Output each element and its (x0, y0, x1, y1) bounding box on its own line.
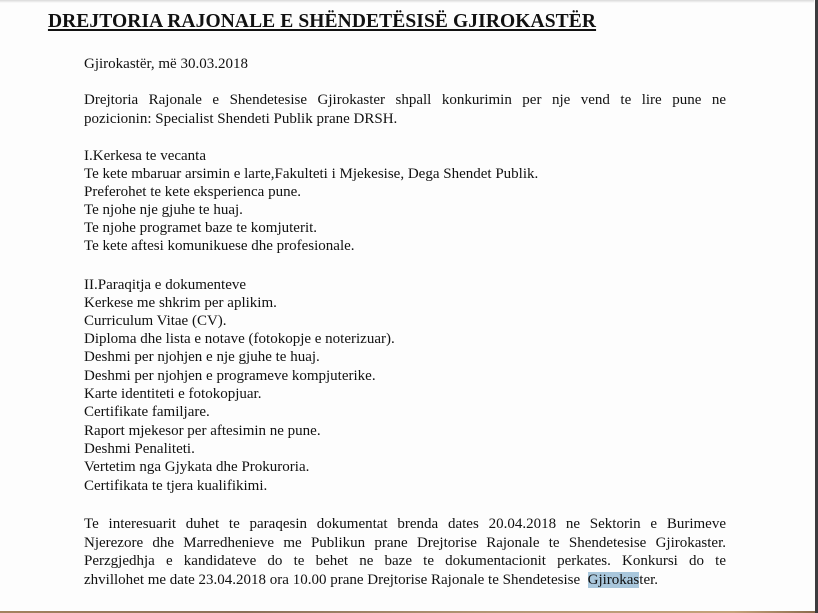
section1-heading: I.Kerkesa te vecanta (84, 148, 207, 164)
section2-item: Deshmi Penaliteti. (84, 441, 195, 457)
closing-line-4-text: zhvillohet me date 23.04.2018 ora 10.00 prane Drejtorise Rajonale te Shendetesise (84, 571, 588, 588)
closing-line-2: Njerezore dhe Marredhenieve me Publikun prane Drejtorise Rajonale te Shendetesise Gjirokaster. (84, 534, 726, 551)
date-line: Gjirokastër, më 30.03.2018 (84, 56, 248, 72)
closing-line-4-end: ter. (639, 571, 659, 588)
section2-item: Raport mjekesor per aftesimin ne pune. (84, 423, 321, 439)
viewer-top-shadow (0, 0, 814, 3)
section2-item: Karte identiteti e fotokopjuar. (84, 386, 262, 402)
section2-item: Diploma dhe lista e notave (fotokopje e noterizuar). (84, 331, 395, 347)
text-selection[interactable]: Gjirokas (587, 571, 640, 588)
closing-line-1: Te interesuarit duhet te paraqesin dokumentat brenda dates 20.04.2018 ne Sektorin e Burimeve (84, 516, 726, 532)
section1-item: Te njohe nje gjuhe te huaj. (84, 202, 243, 218)
intro-line-1: Drejtoria Rajonale e Shendetesise Gjirokaster shpall konkurimin per nje vend te lire pune ne (84, 92, 726, 108)
section1-item: Te kete mbaruar arsimin e larte,Fakulteti i Mjekesise, Dega Shendet Publik. (84, 166, 539, 182)
section1-item: Te njohe programet baze te komjuterit. (84, 220, 318, 236)
document-title (0, 11, 728, 33)
section2-heading: II.Paraqitja e dokumenteve (84, 277, 247, 293)
section1-item: Preferohet te kete eksperienca pune. (84, 184, 301, 200)
section1-item: Te kete aftesi komunikuese dhe profesionale. (84, 238, 355, 254)
intro-paragraph (84, 91, 726, 128)
intro-line-2: pozicionin: Specialist Shendeti Publik prane DRSH. (84, 110, 398, 127)
section2-item: Certifikate familjare. (84, 404, 210, 420)
closing-paragraph (84, 515, 726, 589)
section2-item: Kerkese me shkrim per aplikim. (84, 295, 277, 311)
closing-line-4 (84, 571, 726, 590)
section2-item: Deshmi per njohjen e programeve kompjuterike. (84, 368, 376, 384)
section2-item: Curriculum Vitae (CV). (84, 313, 227, 329)
section2-item: Vertetim nga Gjykata dhe Prokuroria. (84, 459, 310, 475)
closing-line-3: Perzgjedhja e kandidateve do te behet ne baze te dokumentacionit perkates. Konkursi do te (84, 553, 726, 569)
section2-item: Deshmi per njohjen e nje gjuhe te huaj. (84, 349, 320, 365)
document-title-text: DREJTORIA RAJONALE E SHËNDETËSISË GJIROKASTËR (47, 11, 597, 32)
section2-item: Certifikata te tjera kualifikimi. (84, 478, 268, 494)
